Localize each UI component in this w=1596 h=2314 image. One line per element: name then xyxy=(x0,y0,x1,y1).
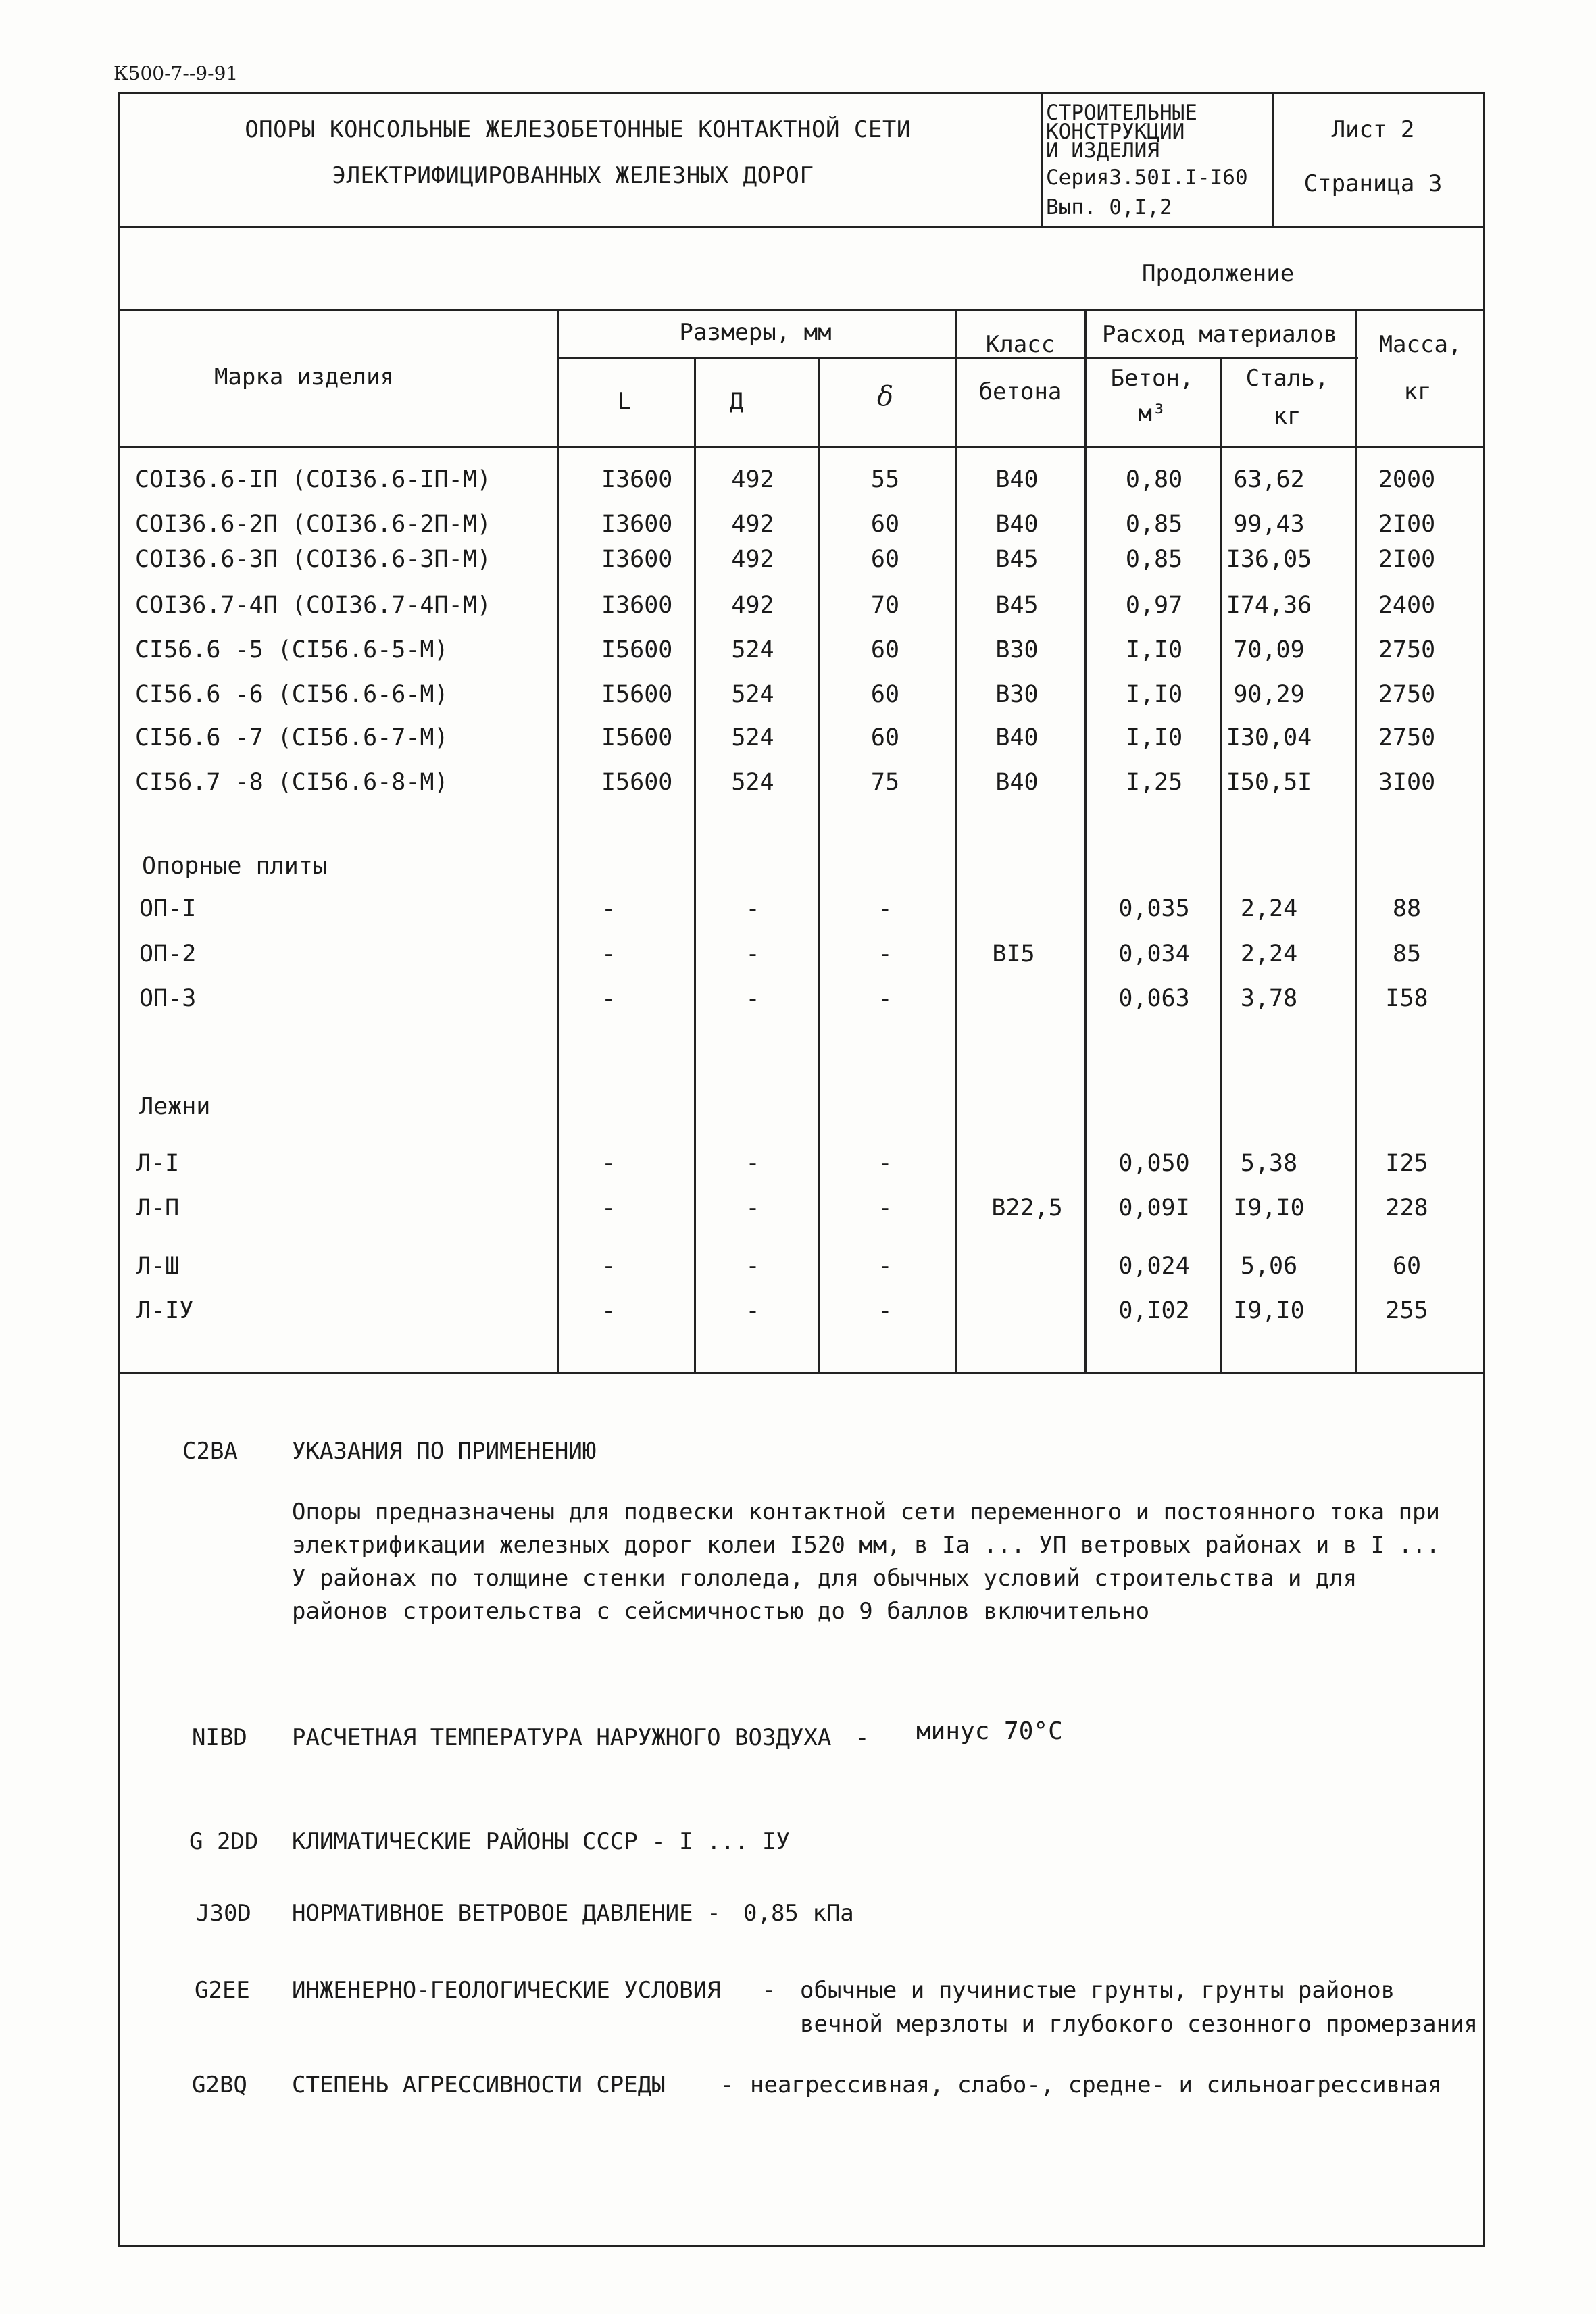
plates-cell-steel: 2,24 xyxy=(1240,940,1298,967)
rows-cell-delta: 60 xyxy=(870,636,900,663)
header-sizes: Размеры, мм xyxy=(679,319,832,346)
rows-cell-steel: I30,04 xyxy=(1226,724,1312,751)
rows-cell-D: 524 xyxy=(731,681,774,708)
note-label-5: СТЕПЕНЬ АГРЕССИВНОСТИ СРЕДЫ xyxy=(292,2071,666,2098)
plates-cell-steel: 3,78 xyxy=(1240,985,1298,1012)
rows-cell-cls: В45 xyxy=(995,546,1039,573)
rows-cell-steel: 70,09 xyxy=(1233,636,1305,663)
beds-cell-L: - xyxy=(601,1253,616,1280)
table-header-bottom-line xyxy=(118,446,1485,448)
rows-cell-mark: СОI36.6-IП (СОI36.6-IП-М) xyxy=(135,466,491,493)
rows-cell-steel: 63,62 xyxy=(1233,466,1305,493)
rows-cell-steel: I36,05 xyxy=(1226,546,1312,573)
rows-cell-concrete: I,I0 xyxy=(1125,681,1183,708)
rows-cell-mass: 2000 xyxy=(1378,466,1436,493)
col-line-2 xyxy=(694,357,696,1372)
note-label-1: РАСЧЕТНАЯ ТЕМПЕРАТУРА НАРУЖНОГО ВОЗДУХА xyxy=(292,1724,832,1751)
plates-cell-D: - xyxy=(745,895,760,922)
usage-code: С2ВА xyxy=(182,1438,238,1465)
title-divider-2 xyxy=(1272,92,1274,227)
rows-cell-L: I5600 xyxy=(601,681,673,708)
rows-cell-delta: 75 xyxy=(870,769,900,796)
plates-heading: Опорные плиты xyxy=(142,853,327,880)
plates-cell-L: - xyxy=(601,940,616,967)
beds-cell-concrete: 0,I02 xyxy=(1118,1297,1190,1324)
header-class-2: бетона xyxy=(978,378,1062,405)
rows-cell-delta: 55 xyxy=(870,466,900,493)
rows-cell-concrete: I,I0 xyxy=(1125,724,1183,751)
rows-cell-mark: СОI36.6-2П (СОI36.6-2П-М) xyxy=(135,511,491,538)
beds-cell-steel: 5,38 xyxy=(1240,1150,1298,1177)
rows-cell-L: I5600 xyxy=(601,724,673,751)
header-steel-1: Сталь, xyxy=(1245,365,1329,392)
note-code-2: G 2DD xyxy=(189,1828,259,1855)
rows-cell-mark: СI56.6 -5 (СI56.6-5-М) xyxy=(135,636,449,663)
plates-cell-mark: ОП-2 xyxy=(139,940,197,967)
plates-cell-delta: - xyxy=(878,940,893,967)
beds-cell-mark: Л-Ш xyxy=(136,1253,180,1280)
plates-cell-D: - xyxy=(745,985,760,1012)
rows-cell-mark: СI56.7 -8 (СI56.6-8-М) xyxy=(135,769,449,796)
plates-cell-mark: ОП-3 xyxy=(139,985,197,1012)
header-D: Д xyxy=(729,388,744,415)
note-value-5: неагрессивная, слабо-, средне- и сильноагрессивная xyxy=(750,2071,1442,2098)
rows-cell-L: I3600 xyxy=(601,546,673,573)
beds-cell-mass: I25 xyxy=(1385,1150,1428,1177)
plates-cell-D: - xyxy=(745,940,760,967)
beds-cell-D: - xyxy=(745,1194,760,1222)
note-value-3: 0,85 кПа xyxy=(743,1900,854,1927)
rows-cell-delta: 60 xyxy=(870,681,900,708)
series-line-4: Серия3.50I.I-I60 xyxy=(1046,166,1248,190)
beds-cell-delta: - xyxy=(878,1150,893,1177)
usage-title: УКАЗАНИЯ ПО ПРИМЕНЕНИЮ xyxy=(292,1438,597,1465)
series-line-2: КОНСТРУКЦИИ xyxy=(1046,120,1185,144)
beds-cell-concrete: 0,09I xyxy=(1118,1194,1190,1222)
rows-cell-mass: 2750 xyxy=(1378,636,1436,663)
rows-cell-cls: В40 xyxy=(995,466,1039,493)
series-line-5: Вып. 0,I,2 xyxy=(1046,195,1172,220)
plates-cell-steel: 2,24 xyxy=(1240,895,1298,922)
rows-cell-concrete: I,I0 xyxy=(1125,636,1183,663)
rows-cell-mass: 2I00 xyxy=(1378,511,1436,538)
beds-cell-delta: - xyxy=(878,1297,893,1324)
beds-cell-mass: 60 xyxy=(1392,1253,1422,1280)
rows-cell-delta: 60 xyxy=(870,511,900,538)
header-class-1: Класс xyxy=(985,331,1055,358)
beds-cell-mark: Л-IУ xyxy=(136,1297,194,1324)
note-dash-1: - xyxy=(855,1724,870,1751)
rows-cell-concrete: 0,85 xyxy=(1125,546,1183,573)
col-line-3 xyxy=(818,357,820,1372)
note-code-5: G2BQ xyxy=(192,2071,247,2098)
rows-cell-mark: СОI36.7-4П (СОI36.7-4П-М) xyxy=(135,592,491,619)
rows-cell-cls: В40 xyxy=(995,724,1039,751)
beds-cell-L: - xyxy=(601,1194,616,1222)
rows-cell-mass: 3I00 xyxy=(1378,769,1436,796)
beds-cell-steel: I9,I0 xyxy=(1233,1297,1305,1324)
table-header-mid-line xyxy=(557,357,1358,359)
beds-cell-L: - xyxy=(601,1297,616,1324)
beds-cell-delta: - xyxy=(878,1194,893,1222)
title-line-2: ЭЛЕКТРИФИЦИРОВАННЫХ ЖЕЛЕЗНЫХ ДОРОГ xyxy=(332,162,814,189)
plates-cell-L: - xyxy=(601,895,616,922)
rows-cell-concrete: 0,80 xyxy=(1125,466,1183,493)
rows-cell-D: 492 xyxy=(731,511,774,538)
table-bottom-line xyxy=(118,1372,1485,1374)
beds-cell-L: - xyxy=(601,1150,616,1177)
header-delta: δ xyxy=(876,381,894,412)
title-divider-1 xyxy=(1041,92,1043,227)
sheet-number: Лист 2 xyxy=(1331,116,1415,143)
rows-cell-L: I3600 xyxy=(601,466,673,493)
rows-cell-cls: В30 xyxy=(995,636,1039,663)
col-line-4 xyxy=(955,309,957,1372)
note-value-4b: вечной мерзлоты и глубокого сезонного промерзания xyxy=(800,2011,1478,2038)
plates-cell-mass: 88 xyxy=(1392,895,1422,922)
rows-cell-D: 492 xyxy=(731,592,774,619)
beds-cell-steel: I9,I0 xyxy=(1233,1194,1305,1222)
rows-cell-concrete: 0,97 xyxy=(1125,592,1183,619)
rows-cell-concrete: I,25 xyxy=(1125,769,1183,796)
document-code: К500-7--9-91 xyxy=(114,62,239,84)
rows-cell-mark: СI56.6 -7 (СI56.6-7-М) xyxy=(135,724,449,751)
beds-cell-steel: 5,06 xyxy=(1240,1253,1298,1280)
header-L: L xyxy=(617,388,632,415)
plates-cell-concrete: 0,034 xyxy=(1118,940,1190,967)
usage-text: Опоры предназначены для подвески контактной сети переменного и постоянного тока при электрификации железных дорог колеи I520 мм, в Iа ... УП ветровых районах и в I ... У районах по толщине стенки гололеда, для обычных условий строительства и для районов строительства с сейсмичностью до 9 баллов включительно xyxy=(292,1499,1440,1625)
note-value-4: обычные и пучинистые грунты, грунты районов xyxy=(800,1977,1395,2004)
plates-cell-concrete: 0,035 xyxy=(1118,895,1190,922)
note-code-4: G2EE xyxy=(195,1977,250,2004)
beds-cell-D: - xyxy=(745,1297,760,1324)
col-line-1 xyxy=(557,309,559,1372)
col-line-7 xyxy=(1355,309,1357,1372)
rows-cell-mark: СОI36.6-3П (СОI36.6-3П-М) xyxy=(135,546,491,573)
plates-cell-mass: 85 xyxy=(1392,940,1422,967)
beds-cell-D: - xyxy=(745,1253,760,1280)
header-materials: Расход материалов xyxy=(1102,321,1337,348)
rows-cell-cls: В40 xyxy=(995,511,1039,538)
note-code-3: J30D xyxy=(196,1900,251,1927)
note-dash-5: - xyxy=(720,2071,734,2098)
rows-cell-mass: 2750 xyxy=(1378,724,1436,751)
rows-cell-D: 524 xyxy=(731,636,774,663)
beds-cell-delta: - xyxy=(878,1253,893,1280)
table-top-line xyxy=(118,309,1485,311)
plates-class: ВI5 xyxy=(992,940,1035,967)
beds-cell-concrete: 0,024 xyxy=(1118,1253,1190,1280)
series-line-1: СТРОИТЕЛЬНЫЕ xyxy=(1046,101,1197,125)
header-mark: Марка изделия xyxy=(214,363,395,391)
rows-cell-L: I3600 xyxy=(601,592,673,619)
col-line-6 xyxy=(1220,357,1222,1372)
rows-cell-mass: 2750 xyxy=(1378,681,1436,708)
title-block-bottom-line xyxy=(118,226,1485,228)
plates-cell-mark: ОП-I xyxy=(139,895,197,922)
rows-cell-L: I5600 xyxy=(601,636,673,663)
rows-cell-L: I3600 xyxy=(601,511,673,538)
header-concrete-1: Бетон, xyxy=(1110,365,1194,392)
rows-cell-D: 492 xyxy=(731,466,774,493)
rows-cell-steel: I74,36 xyxy=(1226,592,1312,619)
rows-cell-mark: СI56.6 -6 (СI56.6-6-М) xyxy=(135,681,449,708)
note-label-4: ИНЖЕНЕРНО-ГЕОЛОГИЧЕСКИЕ УСЛОВИЯ xyxy=(292,1977,721,2004)
rows-cell-D: 524 xyxy=(731,769,774,796)
rows-cell-D: 492 xyxy=(731,546,774,573)
series-line-3: И ИЗДЕЛИЯ xyxy=(1046,139,1159,163)
page-number: Страница 3 xyxy=(1303,170,1443,197)
header-mass-2: кг xyxy=(1403,378,1432,405)
rows-cell-steel: 99,43 xyxy=(1233,511,1305,538)
rows-cell-delta: 70 xyxy=(870,592,900,619)
rows-cell-mass: 2400 xyxy=(1378,592,1436,619)
rows-cell-L: I5600 xyxy=(601,769,673,796)
plates-cell-delta: - xyxy=(878,985,893,1012)
beds-cell-mark: Л-П xyxy=(136,1194,180,1222)
rows-cell-cls: В40 xyxy=(995,769,1039,796)
header-concrete-2: м³ xyxy=(1138,400,1166,427)
title-line-1: ОПОРЫ КОНСОЛЬНЫЕ ЖЕЛЕЗОБЕТОННЫЕ КОНТАКТНОЙ СЕТИ xyxy=(245,116,911,143)
continuation-label: Продолжение xyxy=(1142,260,1295,287)
rows-cell-delta: 60 xyxy=(870,724,900,751)
note-value-1: минус 70°С xyxy=(916,1717,1063,1745)
plates-cell-mass: I58 xyxy=(1385,985,1428,1012)
beds-cell-mark: Л-I xyxy=(136,1150,180,1177)
note-dash-4: - xyxy=(762,1977,776,2004)
beds-cell-D: - xyxy=(745,1150,760,1177)
rows-cell-delta: 60 xyxy=(870,546,900,573)
beds-cell-concrete: 0,050 xyxy=(1118,1150,1190,1177)
plates-cell-L: - xyxy=(601,985,616,1012)
rows-cell-steel: I50,5I xyxy=(1226,769,1312,796)
plates-cell-concrete: 0,063 xyxy=(1118,985,1190,1012)
plates-cell-delta: - xyxy=(878,895,893,922)
rows-cell-cls: В45 xyxy=(995,592,1039,619)
beds-cell-mass: 228 xyxy=(1385,1194,1428,1222)
header-mass-1: Масса, xyxy=(1378,331,1462,358)
rows-cell-cls: В30 xyxy=(995,681,1039,708)
note-label-3: НОРМАТИВНОЕ ВЕТРОВОЕ ДАВЛЕНИЕ - xyxy=(292,1900,721,1927)
beds-heading: Лежни xyxy=(139,1093,211,1120)
beds-cell-mass: 255 xyxy=(1385,1297,1428,1324)
note-code-1: NIBD xyxy=(192,1724,247,1751)
note-label-2: КЛИМАТИЧЕСКИЕ РАЙОНЫ СССР - I ... IУ xyxy=(292,1828,790,1855)
col-line-5 xyxy=(1084,309,1087,1372)
rows-cell-steel: 90,29 xyxy=(1233,681,1305,708)
rows-cell-D: 524 xyxy=(731,724,774,751)
rows-cell-mass: 2I00 xyxy=(1378,546,1436,573)
header-steel-2: кг xyxy=(1273,403,1301,430)
beds-class: В22,5 xyxy=(991,1194,1063,1222)
rows-cell-concrete: 0,85 xyxy=(1125,511,1183,538)
